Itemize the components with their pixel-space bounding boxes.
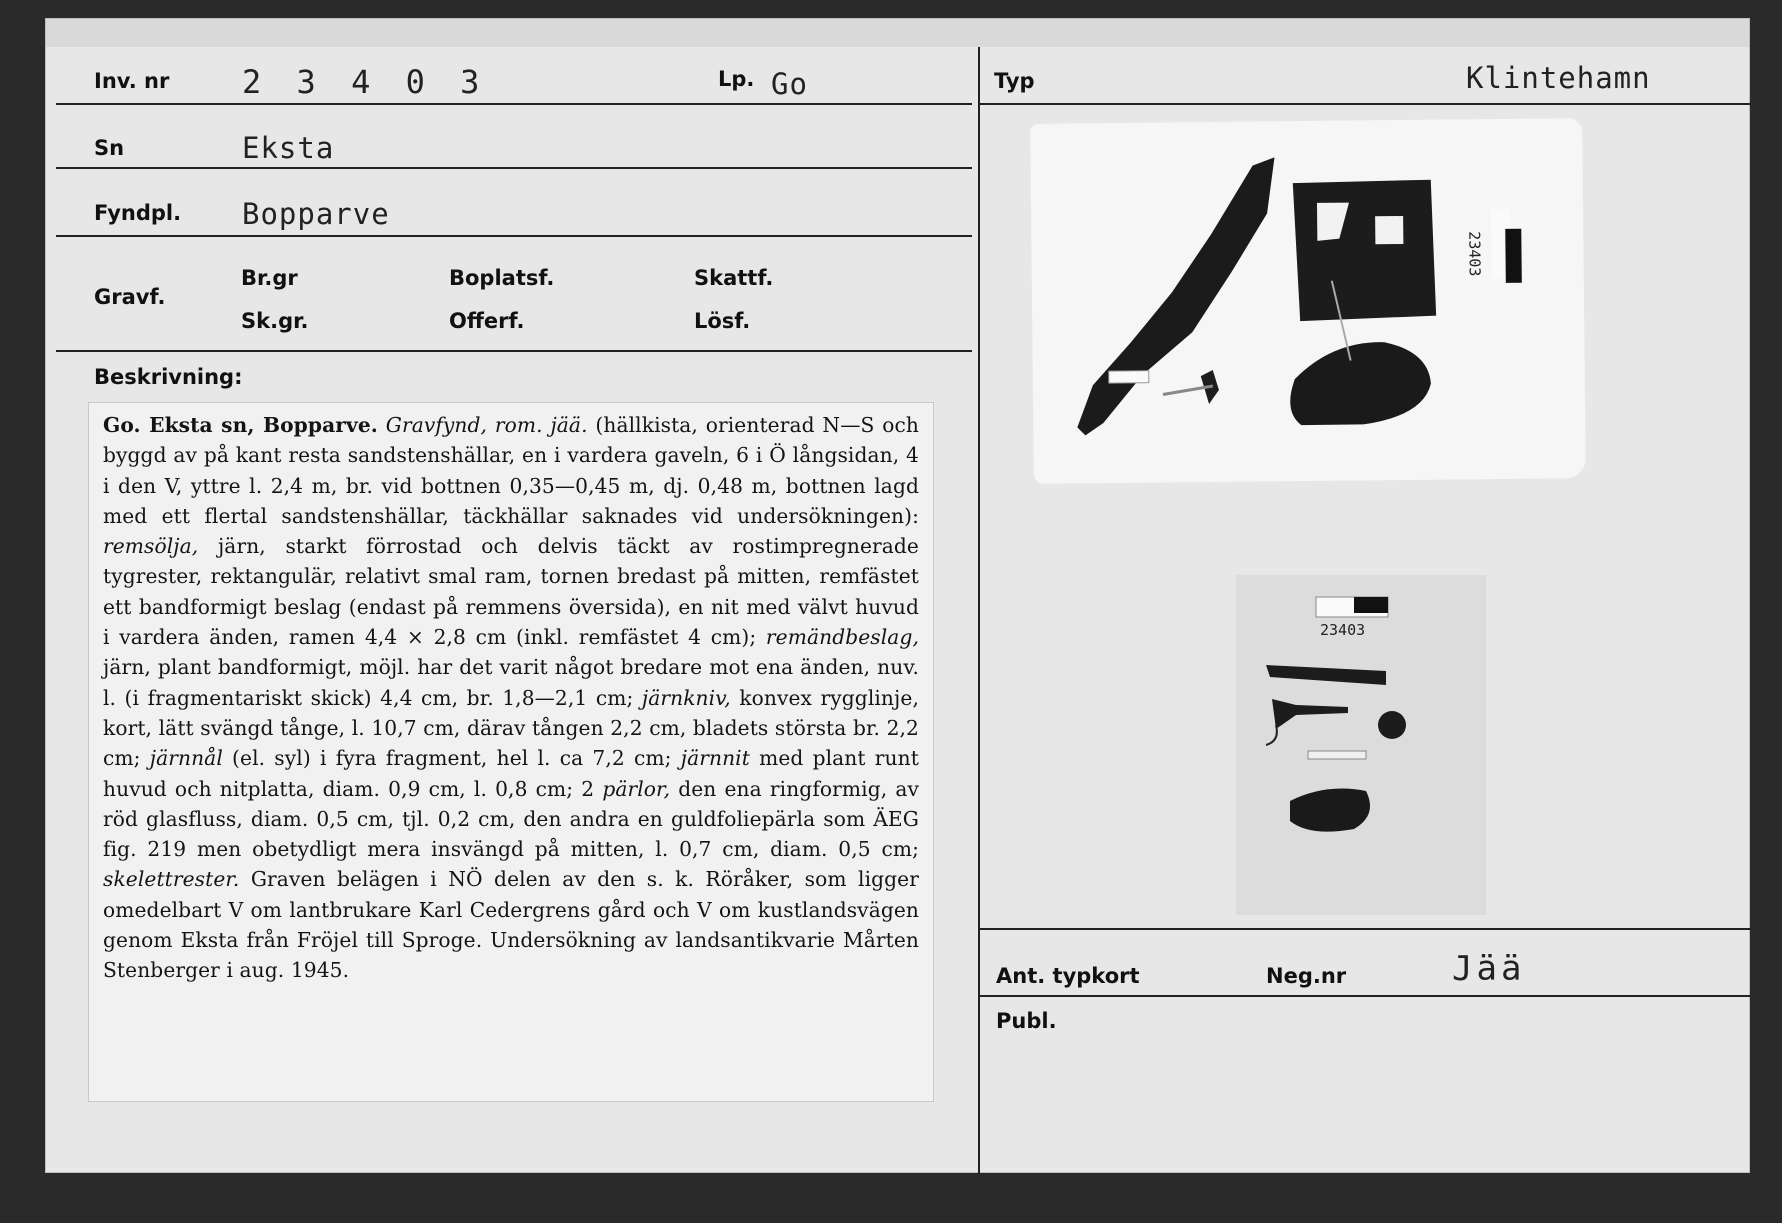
desc-item: järnkniv, bbox=[641, 685, 731, 710]
desc-type: Gravfynd, rom. jää. bbox=[385, 413, 588, 437]
rule-footer-mid bbox=[980, 995, 1750, 997]
artifact-photo-2 bbox=[1236, 575, 1486, 915]
desc-part: (el. syl) i fyra fragment, hel l. ca 7,2 cm; bbox=[232, 746, 672, 771]
desc-part: den ena ringformig, av röd glasfluss, diam. 0,5 cm, tjl. 0,2 cm, den andra en guldfoliepärla som ÄEG fig. 219 men obetydligt mera insvängd på mitten, l. 0,7 cm, diam. 0,5 cm; bbox=[103, 776, 919, 862]
rule-gravf bbox=[56, 350, 972, 352]
description-slip bbox=[88, 402, 934, 1102]
rule-fyndpl bbox=[56, 235, 972, 237]
losf-label: Lösf. bbox=[694, 309, 751, 333]
inv-nr-label: Inv. nr bbox=[94, 69, 170, 93]
desc-item: skelettrester. bbox=[103, 867, 240, 892]
artifact-photo-1 bbox=[1030, 118, 1586, 484]
fyndpl-value: Bopparve bbox=[242, 197, 390, 231]
catalog-card bbox=[45, 18, 1750, 1173]
beskrivning-label: Beskrivning: bbox=[94, 365, 243, 389]
brgr-label: Br.gr bbox=[241, 266, 298, 290]
publ-label: Publ. bbox=[996, 1009, 1057, 1033]
desc-item: järnnit bbox=[680, 746, 750, 771]
sn-label: Sn bbox=[94, 136, 125, 160]
column-divider bbox=[978, 47, 980, 1174]
gravf-label: Gravf. bbox=[94, 285, 166, 309]
neg-nr-label: Neg.nr bbox=[1266, 964, 1347, 988]
desc-part: Graven belägen i NÖ delen av den s. k. Röråker, som ligger omedelbart V om lantbrukare Karl Cedergrens gård och V om kustlandsvägen genom Eksta från Fröjel till Sproge. Undersökning av landsantikvarie Mårten Stenberger i aug. 1945. bbox=[103, 867, 919, 983]
card-top-edge bbox=[46, 19, 1749, 47]
photo2-tag: 23403 bbox=[1320, 621, 1366, 639]
desc-part: järn, plant bandformigt, möjl. har det varit något bredare mot ena änden, nuv. l. (i fragmentariskt skick) 4,4 cm, br. 1,8—2,1 cm; bbox=[103, 655, 919, 710]
typ-value: Klintehamn bbox=[1466, 61, 1651, 95]
boplatsf-label: Boplatsf. bbox=[449, 266, 555, 290]
desc-part: (hällkista, orienterad N—S och byggd av på kant resta sandstenshällar, en i vardera gaveln, 6 i Ö långsidan, 4 i den V, yttre l. 2,4 m, br. vid bottnen 0,35—0,45 m, dj. 0,48 m, bottnen lagd med ett flertal sandstenshällar, täckhällar saknades vid undersökningen): bbox=[103, 413, 919, 528]
skgr-label: Sk.gr. bbox=[241, 309, 309, 333]
offerf-label: Offerf. bbox=[449, 309, 525, 333]
rule-inv bbox=[56, 103, 972, 105]
rule-sn bbox=[56, 167, 972, 169]
desc-part: med plant runt huvud och nitplatta, diam. 0,9 cm, l. 0,8 cm; 2 bbox=[103, 746, 919, 801]
desc-item: remändbeslag, bbox=[765, 625, 919, 650]
desc-item: järnnål bbox=[149, 746, 223, 771]
desc-part: konvex rygglinje, kort, lätt svängd tånge, l. 10,7 cm, därav tången 2,2 cm, bladets största br. 2,2 cm; bbox=[103, 685, 919, 771]
desc-heading: Go. Eksta sn, Bopparve. bbox=[103, 413, 378, 437]
photo1-tag: 23403 bbox=[1465, 231, 1484, 277]
inv-nr-value: 2 3 4 0 3 bbox=[242, 63, 488, 101]
lp-label: Lp. bbox=[718, 67, 755, 91]
neg-nr-value: Jää bbox=[1452, 949, 1526, 989]
fyndpl-label: Fyndpl. bbox=[94, 201, 182, 225]
rule-typ bbox=[980, 103, 1750, 105]
desc-part: järn, starkt förrostad och delvis täckt av rostimpregnerade tygrester, rektangulär, relativt smal ram, tornen bredast på mitten, remfästet ett bandformigt beslag (endast på remmens översida), en nit med välvt huvud i vardera änden, ramen 4,4 × 2,8 cm (inkl. remfästet 4 cm); bbox=[103, 534, 919, 650]
desc-item: remsölja, bbox=[103, 534, 199, 559]
sn-value: Eksta bbox=[242, 131, 335, 165]
description-text bbox=[103, 410, 919, 986]
ant-typkort-label: Ant. typkort bbox=[996, 964, 1140, 988]
lp-value: Go bbox=[771, 67, 808, 101]
artifact-drawing-1 bbox=[1030, 118, 1586, 484]
rule-footer-top bbox=[980, 928, 1750, 930]
desc-item: pärlor, bbox=[602, 776, 671, 801]
typ-label: Typ bbox=[994, 69, 1035, 93]
skattf-label: Skattf. bbox=[694, 266, 774, 290]
